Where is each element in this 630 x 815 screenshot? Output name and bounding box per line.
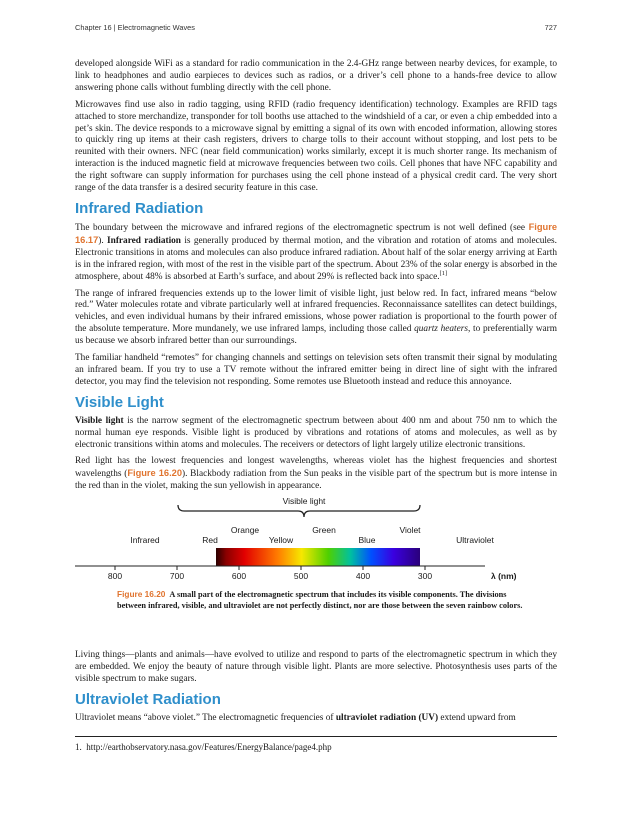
- infrared-label: Infrared: [130, 535, 160, 546]
- term-ultraviolet-radiation: ultraviolet radiation (UV): [335, 712, 439, 723]
- color-label-violet: Violet: [399, 525, 421, 536]
- spectrum-diagram: [75, 498, 557, 590]
- ultraviolet-label: Ultraviolet: [456, 535, 494, 546]
- footnote-number: 1.: [75, 742, 82, 752]
- paragraph-infrared-1: The boundary between the microwave and infrared regions of the electromagnetic spectrum is not well defined (see Figure 16.17). Infrared radiation is generally produced by thermal motion, and the vibration and rotation of atoms and molecules. Electronic transitions in atoms and molecules can also produce infrared radiation. About half of the solar energy arriving at Earth is in the infrared region, with most of the rest in the visible part of the spectrum. About 23% of the solar energy is absorbed in the atmosphere, about 48% is absorbed at Earth’s surface, and about 29% is reflected back into space.[1]: [75, 221, 557, 282]
- color-label-yellow: Yellow: [268, 535, 294, 546]
- color-label-red: Red: [202, 535, 218, 546]
- paragraph-bluetooth: developed alongside WiFi as a standard for radio communication in the 2.4-GHz range between nearby devices, for example, to link to headphones and audio earpieces to devices such as radios, or a driver’s cell phone to a hands-free device to allow answering phone calls without fumbling directly with the cell phone.: [75, 59, 557, 93]
- axis-tick-label: 600: [231, 571, 247, 582]
- axis-tick-label: 300: [417, 571, 433, 582]
- axis-tick-label: 800: [107, 571, 123, 582]
- figure-label: Figure 16.20: [117, 589, 166, 600]
- axis-tick-label: 400: [355, 571, 371, 582]
- paragraph-ultraviolet-1: Ultraviolet means “above violet.” The electromagnetic frequencies of ultraviolet radiation (UV) extend upward from: [75, 712, 516, 723]
- main-content: [75, 59, 557, 730]
- paragraph-rfid: Microwaves find use also in radio tagging, using RFID (radio frequency identification) technology. Examples are RFID tags attached to store merchandize, transponder for toll booths use attached to the windshield of a car, or even a chip embedded into a pet’s skin. The device responds to a microwave signal by emitting a signal of its own with encoded information, allowing stores to quickly ring up items at their cash registers, drivers to charge tolls to their account without stopping, and lost pets to be reunited with their owners. NFC (near field communication) works similarly, except it is much shorter range. Its mechanism of interaction is the induced magnetic field at microwave frequencies between two coils. Cell phones that have NFC capability and the right software can supply information for purchases using the cell phone instead of a physical credit card. The very short range of the data transfer is a desired security feature in this case.: [75, 99, 557, 194]
- figure-caption: Figure 16.20 A small part of the electromagnetic spectrum that includes its visible components. The divisions between infrared, visible, and ultraviolet are not perfectly distinct, nor are those between the seven rainbow colors.: [117, 589, 523, 611]
- running-header: [75, 23, 557, 35]
- page-number: 727: [544, 23, 557, 32]
- chapter-title: Chapter 16 | Electromagnetic Waves: [75, 23, 195, 32]
- footnote: [75, 742, 332, 752]
- footnote-ref-1[interactable]: [1]: [439, 269, 448, 277]
- paragraph-visible-2: Red light has the lowest frequencies and longest wavelengths, whereas violet has the highest frequencies and shortest wavelengths (Figure 16.20). Blackbody radiation from the Sun peaks in the visible part of the spectrum but is more intense in the red than in the violet, making the sun yellowish in appearance.: [75, 456, 557, 492]
- heading-infrared: Infrared Radiation: [75, 199, 204, 217]
- heading-visible-light: Visible Light: [75, 393, 164, 411]
- paragraph-visible-1: Visible light is the narrow segment of the electromagnetic spectrum between about 400 nm and about 750 nm to which the normal human eye responds. Visible light is produced by vibrations and rotations of atoms and molecules, as well as by electronic transitions within atoms and molecules. The receivers or detectors of light largely utilize electronic transitions.: [75, 415, 557, 450]
- paragraph-infrared-3: The familiar handheld “remotes” for changing channels and settings on television sets often transmit their signal by modulating an infrared beam. If you try to use a TV remote without the infrared emitter being in direct line of sight with the infrared detector, you may find the television not responding. Some remotes use Bluetooth instead and reduce this annoyance.: [75, 353, 557, 387]
- figure-16-20-link[interactable]: Figure 16.20: [127, 468, 182, 479]
- visible-light-bracket: [178, 505, 420, 517]
- color-label-orange: Orange: [230, 525, 260, 536]
- paragraph-living-things: Living things—plants and animals—have evolved to utilize and respond to parts of the electromagnetic spectrum in which they are embedded. We enjoy the beauty of nature through visible light. Plants are more selective. Photosynthesis uses parts of the visible spectrum to make sugars.: [75, 650, 557, 684]
- visible-spectrum-band: [216, 548, 420, 566]
- axis-tick-label: 700: [169, 571, 185, 582]
- term-visible-light: Visible light: [75, 415, 124, 426]
- axis-tick-label: 500: [293, 571, 309, 582]
- figure-16-20: [75, 498, 557, 640]
- color-label-blue: Blue: [358, 535, 376, 546]
- term-quartz-heaters: quartz heaters: [414, 324, 468, 335]
- footnote-divider: [75, 736, 557, 737]
- axis-label-wavelength: λ (nm): [491, 571, 517, 582]
- visible-light-label: Visible light: [282, 498, 326, 507]
- axis-ticks: [108, 566, 432, 581]
- figure-16-17-link[interactable]: Figure 16.17: [75, 221, 557, 245]
- color-label-green: Green: [312, 525, 336, 536]
- heading-ultraviolet: Ultraviolet Radiation: [75, 690, 221, 708]
- paragraph-infrared-2: The range of infrared frequencies extends up to the lower limit of visible light, just below red. In fact, infrared means “below red.” Water molecules rotate and vibrate particularly well at infrared frequencies. Reconnaissance satellites can detect buildings, vehicles, and even individual humans by their infrared emissions, whose power radiation is proportional to the fourth power of the absolute temperature. More mundanely, we use infrared lamps, including those called quartz heaters, to preferentially warm us because we absorb infrared better than our surroundings.: [75, 288, 557, 347]
- footnote-url[interactable]: http://earthobservatory.nasa.gov/Features/EnergyBalance/page4.php: [86, 742, 332, 752]
- term-infrared-radiation: Infrared radiation: [107, 235, 181, 246]
